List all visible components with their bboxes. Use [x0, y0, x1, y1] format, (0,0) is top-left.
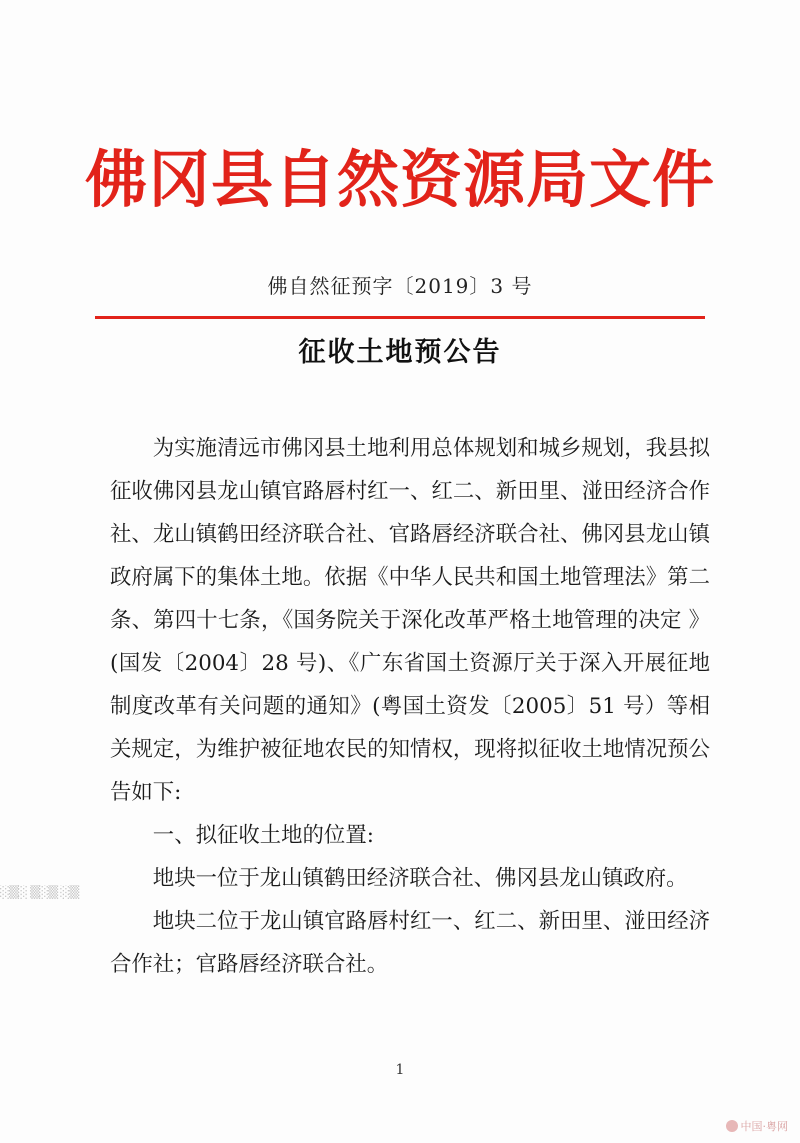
- watermark-text: 中国·粤网: [740, 1120, 788, 1133]
- page-number: 1: [395, 1062, 405, 1078]
- parcel-two-text: 地块二位于龙山镇官路唇村红一、红二、新田里、湴田经济合作社；官路唇经济联合社。: [110, 909, 710, 977]
- section-heading-location: 一、拟征收土地的位置:: [152, 823, 374, 848]
- body-text: [110, 427, 710, 986]
- issuer-header: 佛冈县自然资源局文件: [84, 143, 715, 216]
- paragraph-intro: 为实施清远市佛冈县土地利用总体规划和城乡规划，我县拟征收佛冈县龙山镇官路唇村红一、红二、新田里、湴田经济合作社、龙山镇鹤田经济联合社、官路唇经济联合社、佛冈县龙山镇政府属下的集体土地。依据《中华人民共和国土地管理法》第二条、第四十七条，《国务院关于深化改革严格土地管理的决定 》(国发〔2004〕28 号)、《广东省国土资源厅关于深入开展征地制度改革有关问题的通知》(粤国土资发〔2005〕51 号）等相关规定，为维护被征地农民的知情权，现将拟征收土地情况预公告如下:: [110, 436, 710, 805]
- document-number: 佛自然征预字〔2019〕3 号: [267, 274, 533, 298]
- notice-title: 征收土地预公告: [298, 337, 502, 368]
- red-divider-line: [95, 316, 705, 319]
- scan-artifact: ░▒░ ▒░▒ ░▒: [0, 885, 79, 900]
- watermark: [726, 1118, 789, 1134]
- watermark-logo-icon: [726, 1120, 738, 1132]
- parcel-one-text: 地块一位于龙山镇鹤田经济联合社、佛冈县龙山镇政府。: [152, 866, 688, 891]
